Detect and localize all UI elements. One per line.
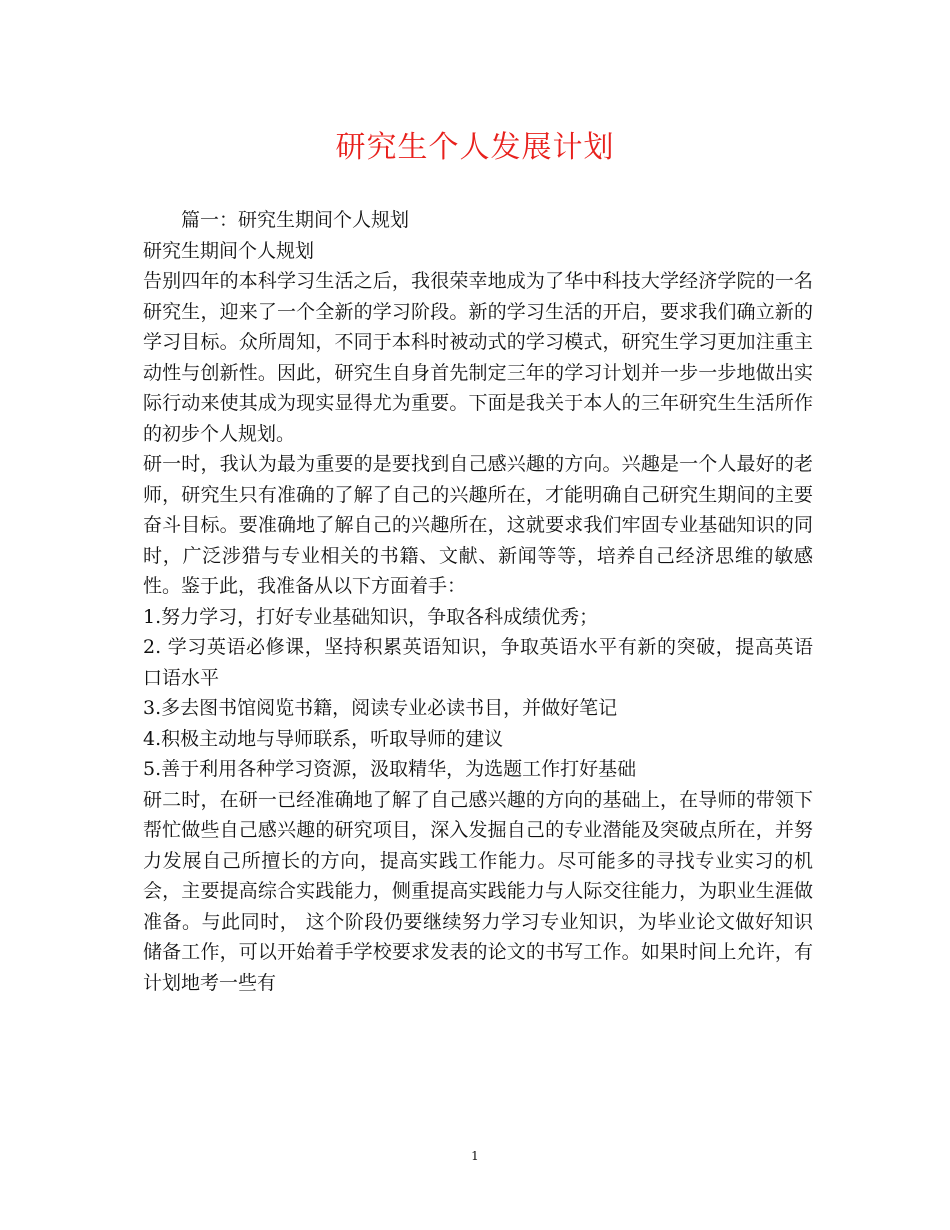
intro-paragraph: 告别四年的本科学习生活之后，我很荣幸地成为了华中科技大学经济学院的一名研究生，迎来了一个全新的学习阶段。新的学习生活的开启，要求我们确立新的学习目标。众所周知，不同于本科时被动式的学习模式，研究生学习更加注重主动性与创新性。因此，研究生自身首先制定三年的学习计划并一步一步地做出实际行动来使其成为现实显得尤为重要。下面是我关于本人的三年研究生生活所作的初步个人规划。	[143, 270, 813, 445]
section-heading: 篇一：研究生期间个人规划	[181, 209, 410, 231]
list-item: 2. 学习英语必修课，坚持积累英语知识，争取英语水平有新的突破，提高英语口语水平	[143, 636, 813, 689]
page-number: 1	[471, 1149, 479, 1163]
subheading: 研究生期间个人规划	[143, 239, 315, 262]
first-year-paragraph: 研一时，我认为最为重要的是要找到自己感兴趣的方向。兴趣是一个人最好的老师，研究生只有准确的了解了自己的兴趣所在，才能明确自己研究生期间的主要奋斗目标。要准确地了解自己的兴趣所在，这就要求我们牢固专业基础知识的同时，广泛涉猎与专业相关的书籍、文献、新闻等等，培养自己经济思维的敏感性。鉴于此，我准备从以下方面着手：	[143, 453, 813, 597]
second-year-paragraph: 研二时，在研一已经准确地了解了自己感兴趣的方向的基础上，在导师的带领下帮忙做些自己感兴趣的研究项目，深入发掘自己的专业潜能及突破点所在，并努力发展自己所擅长的方向，提高实践工作能力。尽可能多的寻找专业实习的机会，主要提高综合实践能力，侧重提高实践能力与人际交往能力，为职业生涯做准备。与此同时， 这个阶段仍要继续努力学习专业知识，为毕业论文做好知识储备工作，可以开始着手学校要求发表的论文的书写工作。如果时间上允许，有计划地考一些有	[143, 788, 813, 994]
list-item: 3.多去图书馆阅览书籍，阅读专业必读书目，并做好笔记	[143, 697, 618, 719]
list-item: 1.努力学习，打好专业基础知识，争取各科成绩优秀；	[143, 605, 599, 628]
document-title: 研究生个人发展计划	[335, 130, 615, 165]
list-item: 4.积极主动地与导师联系，听取导师的建议	[143, 727, 504, 750]
document-body	[143, 205, 813, 998]
list-item: 5.善于利用各种学习资源，汲取精华，为选题工作打好基础	[143, 758, 637, 780]
